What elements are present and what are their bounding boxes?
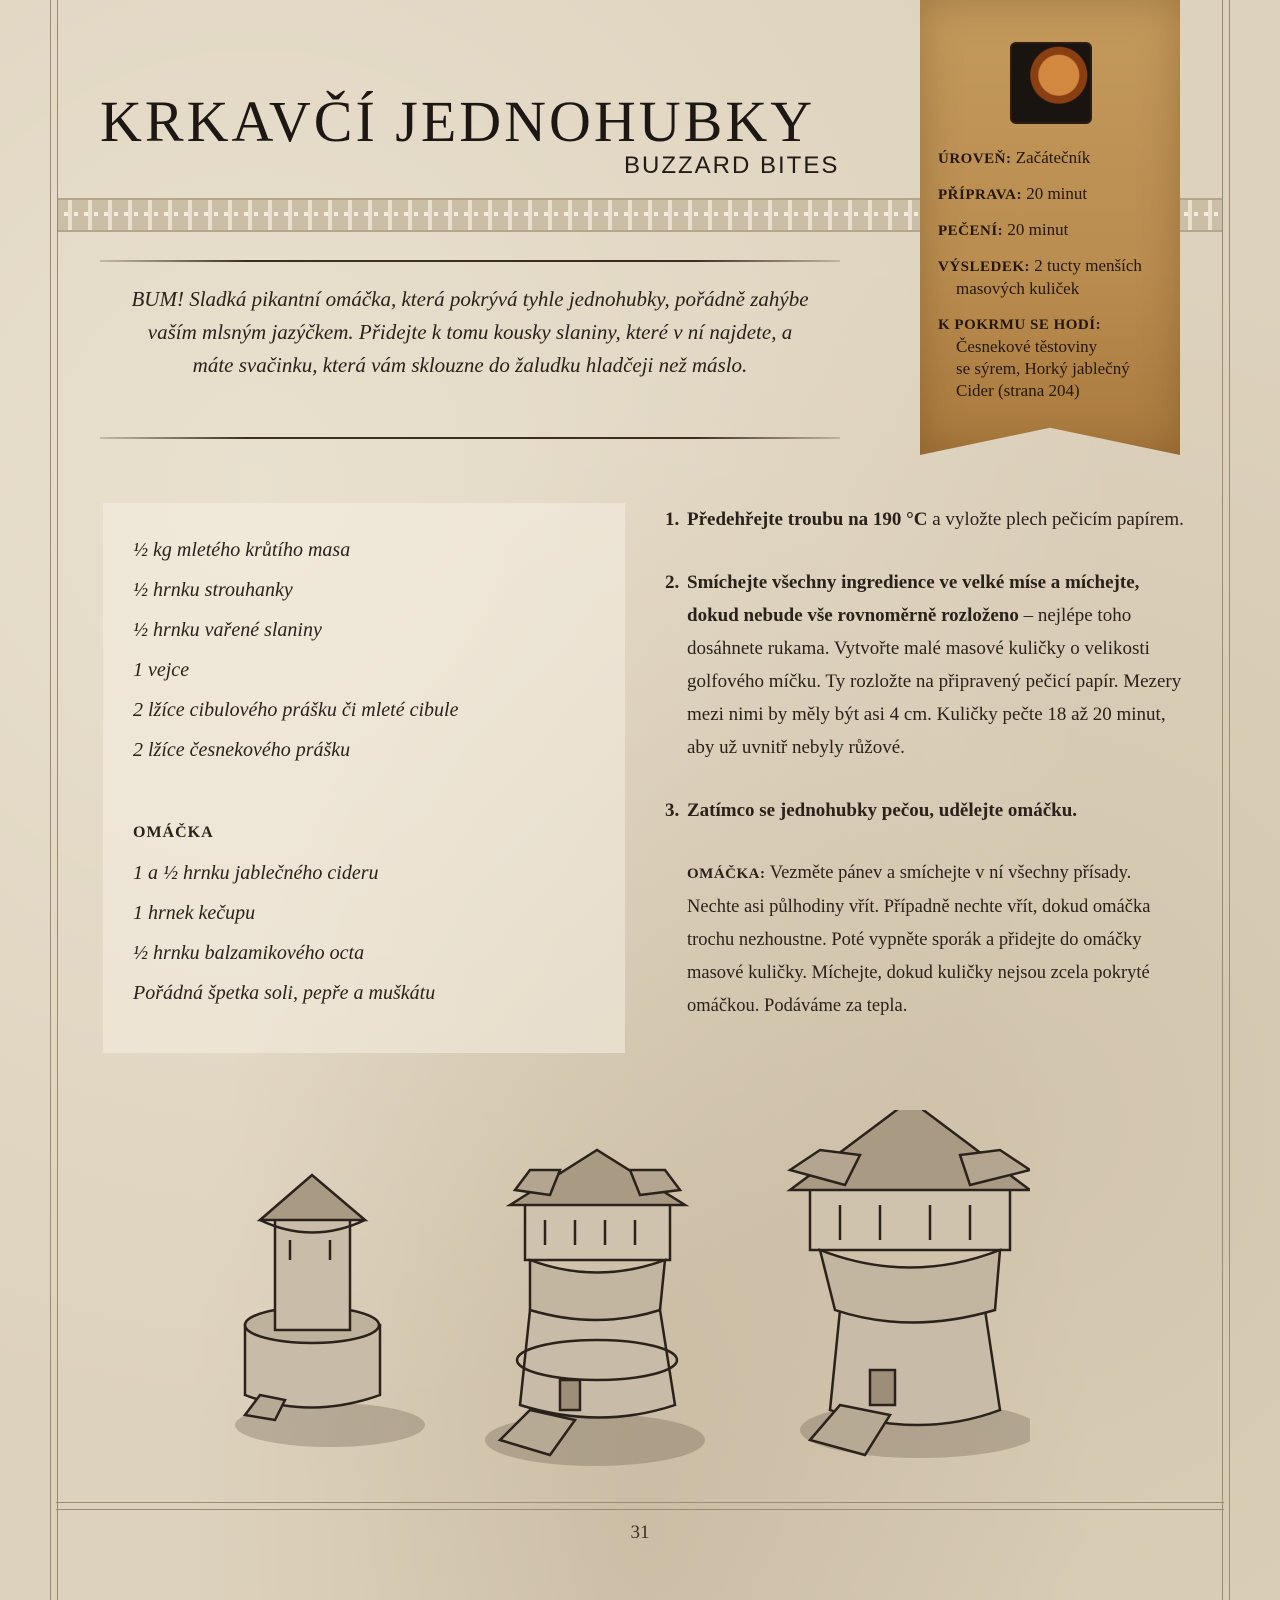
info-level [938,147,1173,170]
info-prep-label: PŘÍPRAVA: [938,187,1022,203]
info-pairing-value-2: se sýrem, Horký jablečný [956,359,1130,378]
page-border-left [50,0,58,1600]
info-pairing-label: K POKRMU SE HODÍ: [938,317,1102,333]
intro-rule-bottom [100,437,840,439]
info-yield-value-2: masových kuliček [956,279,1080,298]
intro-rule-top [100,260,840,262]
ingredient-item: 1 vejce [133,659,190,681]
sauce-ingredients-list [133,862,435,1022]
recipe-intro: BUM! Sladká pikantní omáčka, která pokrývá tyhle jednohubky, pořádně zahýbe vaším mlsným jazýčkem. Přidejte k tomu kousky slaniny, které v ní najdete, a máte svačinku, která vám sklouzne do žaludku hladčeji než máslo. [131,287,809,377]
sauce-ingredient-item: 1 a ½ hrnku jablečného cideru [133,862,379,884]
info-yield-value-1: 2 tucty menších [1034,256,1142,275]
sauce-instructions-label: OMÁČKA: [687,866,766,882]
step-3 [665,794,1185,827]
info-prep [938,183,1173,206]
page-border-bottom [56,1502,1224,1510]
step-text: a vyložte plech pečicím papírem. [927,509,1184,530]
sauce-ingredient-item: 1 hrnek kečupu [133,902,256,924]
info-pairing-value-3: Cider (strana 204) [956,381,1080,400]
step-bold: Předehřejte troubu na 190 °C [687,509,928,530]
page-border-right [1222,0,1230,1600]
recipe-icon [1010,42,1092,124]
info-pairing [938,313,1173,402]
ingredients-list [133,539,458,779]
ingredient-item: ½ hrnku strouhanky [133,579,293,601]
sauce-heading: OMÁČKA [133,824,214,841]
info-prep-value: 20 minut [1026,184,1088,203]
step-number: 2. [665,572,680,593]
step-number: 1. [665,509,680,530]
info-bake-label: PEČENÍ: [938,223,1004,239]
step-number: 3. [665,800,680,821]
recipe-title: KRKAVČÍ JEDNOHUBKY [100,89,816,154]
info-bake [938,219,1173,242]
info-yield [938,255,1173,300]
tower-illustration [230,1110,1030,1480]
sauce-instructions-text: Vezměte pánev a smíchejte v ní všechny přísady. Nechte asi půlhodiny vřít. Případně nechte vřít, dokud omáčka trochu nezhoustne. Poté vypněte sporák a přidejte do omáčky masové kuličky. Míchejte, dokud kuličky nejsou zcela pokryté omáčkou. Podáváme za tepla. [687,863,1151,1016]
step-1 [665,503,1185,536]
info-pairing-value-1: Česnekové těstoviny [956,337,1098,356]
ingredient-item: 2 lžíce cibulového prášku či mleté cibule [133,699,459,721]
info-yield-label: VÝSLEDEK: [938,259,1031,275]
info-bake-value: 20 minut [1007,220,1069,239]
ingredient-item: ½ hrnku vařené slaniny [133,619,322,641]
page-number: 31 [630,1522,650,1543]
sauce-ingredient-item: ½ hrnku balzamikového octa [133,942,365,964]
step-2 [665,566,1185,764]
ingredient-item: ½ kg mletého krůtího masa [133,539,351,561]
step-text: – nejlépe toho dosáhnete rukama. Vytvořte malé masové kuličky o velikosti golfového míčku. Ty rozložte na připravený pečicí papír. Mezery mezi nimi by měly být asi 4 cm. Kuličky pečte 18 až 20 minut, aby už uvnitř nebyly růžové. [687,605,1182,758]
recipe-info [938,147,1173,415]
sauce-ingredient-item: Pořádná špetka soli, pepře a muškátu [133,982,436,1004]
step-bold: Zatímco se jednohubky pečou, udělejte omáčku. [687,800,1078,821]
info-level-value: Začátečník [1015,148,1091,167]
info-level-label: ÚROVEŇ: [938,151,1012,167]
step-bold: Smíchejte všechny ingredience ve velké míse a míchejte, dokud nebude vše rovnoměrně rozloženo [687,572,1140,626]
instructions [665,503,1185,1023]
recipe-subtitle: BUZZARD BITES [624,152,840,179]
sauce-instructions [665,857,1185,1023]
ingredient-item: 2 lžíce česnekového prášku [133,739,351,761]
